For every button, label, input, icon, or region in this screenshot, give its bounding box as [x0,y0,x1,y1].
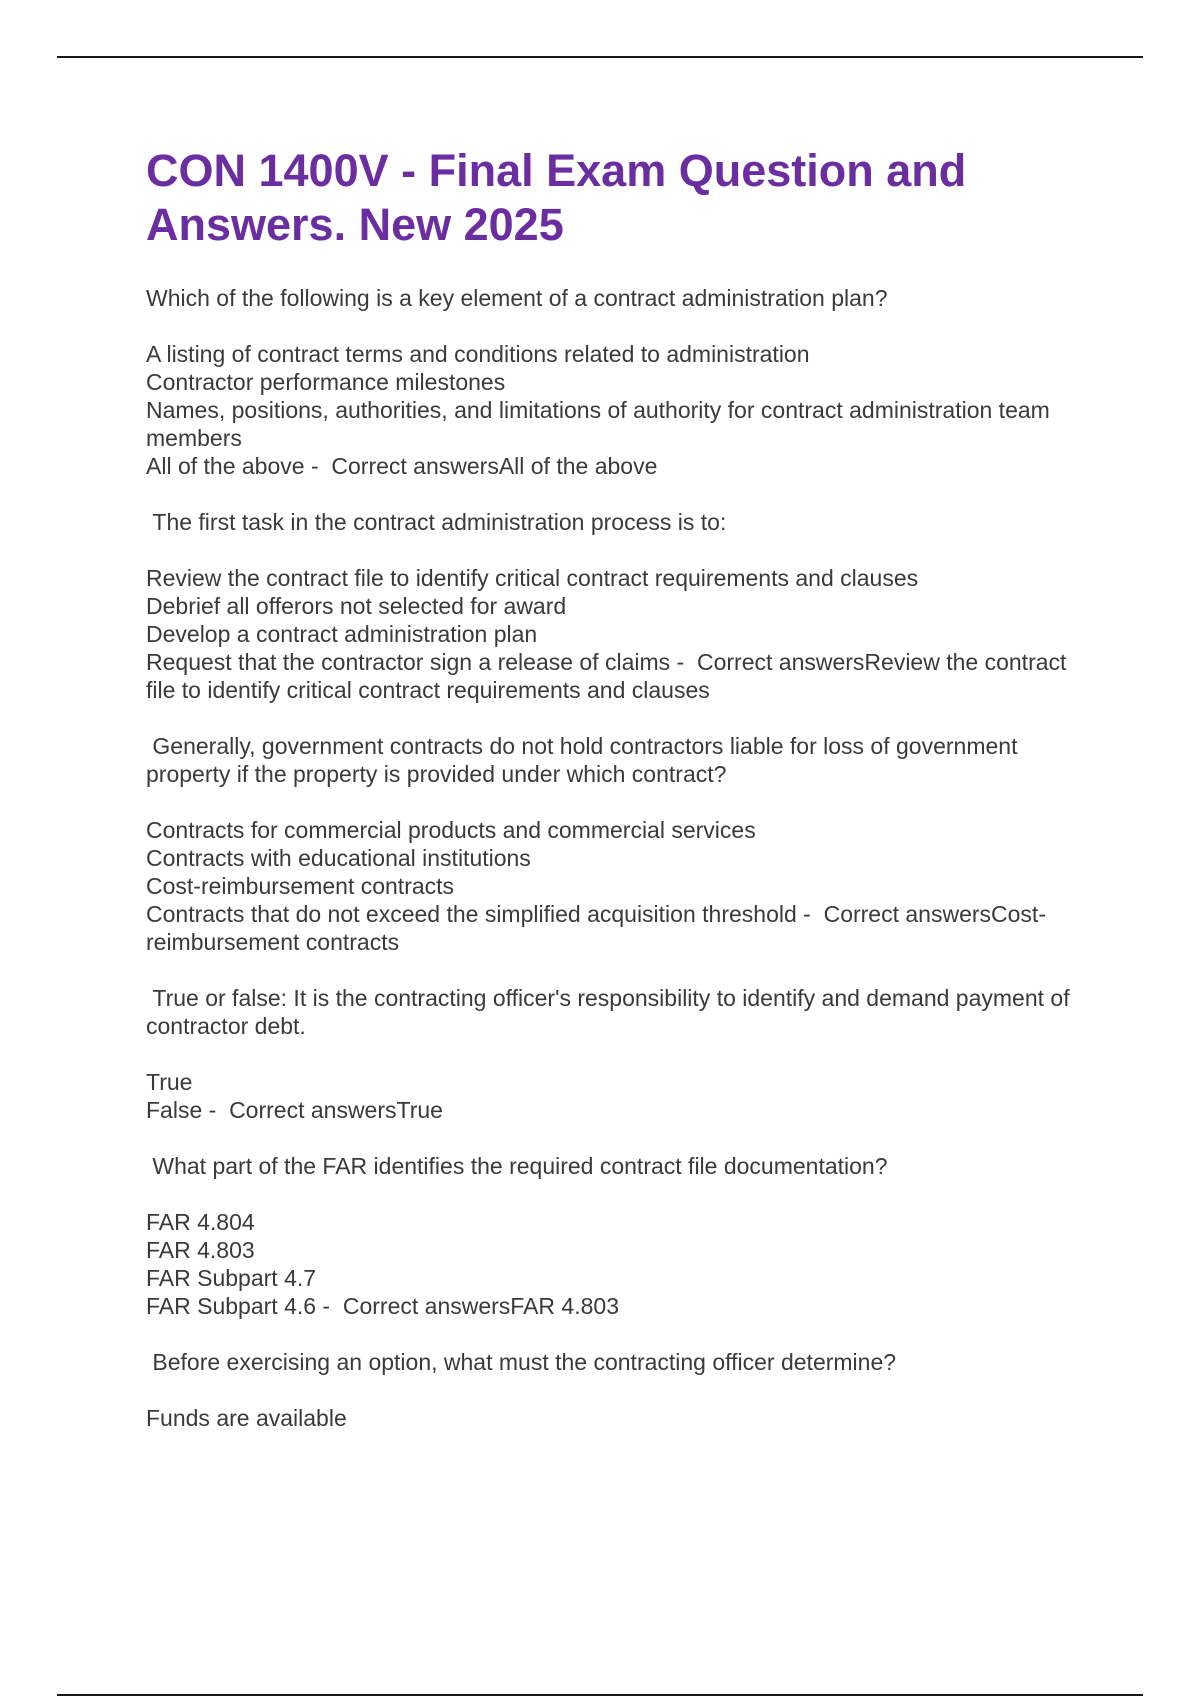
qa-block [146,984,1086,1124]
option-line: Review the contract file to identify critical contract requirements and clauses [146,565,919,591]
qa-block [146,508,1086,704]
answer-line: All of the above - Correct answersAll of the above [146,453,658,479]
qa-block [146,732,1086,956]
option-line: Names, positions, authorities, and limitations of authority for contract administration team members [146,397,1057,451]
qa-content [146,284,1086,1460]
question-text: The first task in the contract administration process is to: [146,509,727,535]
question-text: Generally, government contracts do not hold contractors liable for loss of government property if the property is provided under which contract? [146,733,1024,787]
option-line: Debrief all offerors not selected for award [146,593,567,619]
option-list [146,1404,1086,1432]
question-text: Which of the following is a key element of a contract administration plan? [146,285,888,311]
option-line: Contracts for commercial products and commercial services [146,817,756,843]
qa-block [146,1348,1086,1432]
option-line: Contracts with educational institutions [146,845,531,871]
answer-line: FAR Subpart 4.6 - Correct answersFAR 4.803 [146,1293,619,1319]
answer-line: Contracts that do not exceed the simplified acquisition threshold - Correct answersCost-reimbursement contracts [146,901,1046,955]
option-list [146,564,1086,704]
option-list [146,816,1086,956]
qa-block [146,284,1086,480]
option-list [146,1068,1086,1124]
footer-rule [57,1694,1143,1696]
document-title: CON 1400V - Final Exam Question and Answers. New 2025 [146,145,967,250]
option-line: Contractor performance milestones [146,369,506,395]
header-rule [57,56,1143,58]
answer-line: Request that the contractor sign a release of claims - Correct answersReview the contract file to identify critical contract requirements and clauses [146,649,1073,703]
question-text: Before exercising an option, what must the contracting officer determine? [146,1349,897,1375]
option-line: FAR Subpart 4.7 [146,1265,317,1291]
option-line: True [146,1069,193,1095]
option-line: FAR 4.803 [146,1237,255,1263]
option-list [146,1208,1086,1320]
option-line: Develop a contract administration plan [146,621,538,647]
option-line: Cost-reimbursement contracts [146,873,455,899]
option-line: FAR 4.804 [146,1209,255,1235]
question-text: True or false: It is the contracting officer's responsibility to identify and demand payment of contractor debt. [146,985,1076,1039]
answer-line: False - Correct answersTrue [146,1097,443,1123]
option-line: Funds are available [146,1405,347,1431]
qa-block [146,1152,1086,1320]
option-list [146,340,1086,480]
question-text: What part of the FAR identifies the required contract file documentation? [146,1153,888,1179]
option-line: A listing of contract terms and conditions related to administration [146,341,810,367]
